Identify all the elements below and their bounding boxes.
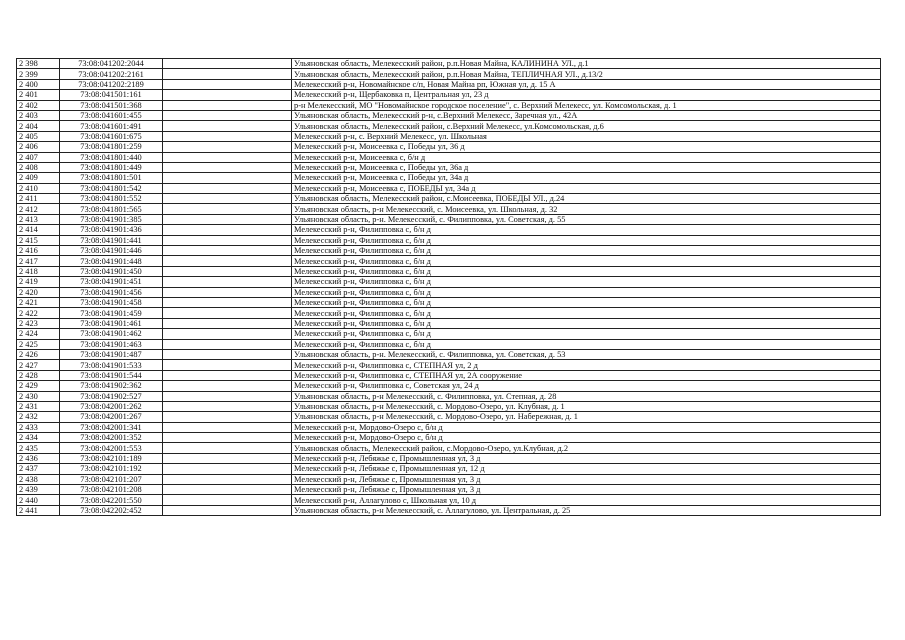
address-cell: Мелекесский р-н, Филипповка с, СТЕПНАЯ ул, 2 д (292, 360, 881, 370)
address-cell: Ульяновская область, р-н Мелекесский, с. Филипповка, ул. Степная, д. 28 (292, 391, 881, 401)
table-row (17, 256, 881, 266)
row-number-cell: 2 418 (17, 266, 60, 276)
address-cell: Мелекесский р-н, Моисеевка с, Победы ул, 36а д (292, 162, 881, 172)
row-number-cell: 2 411 (17, 194, 60, 204)
address-cell: Мелекесский р-н, Филипповка с, Советская ул, 24 д (292, 381, 881, 391)
address-cell: Мелекесский р-н, Филипповка с, б/н д (292, 256, 881, 266)
row-number-cell: 2 439 (17, 485, 60, 495)
address-cell: Мелекесский р-н, Щербаковка п, Центральная ул, 23 д (292, 90, 881, 100)
address-cell: Мелекесский р-н, Моисеевка с, б/н д (292, 152, 881, 162)
cadastral-number-cell: 73:08:041901:462 (60, 329, 163, 339)
cadastral-number-cell: 73:08:041901:456 (60, 287, 163, 297)
address-cell: Мелекесский р-н, Филипповка с, СТЕПНАЯ ул, 2А сооружение (292, 370, 881, 380)
table-row (17, 235, 881, 245)
row-number-cell: 2 423 (17, 318, 60, 328)
row-number-cell: 2 399 (17, 69, 60, 79)
row-number-cell: 2 403 (17, 110, 60, 120)
empty-cell (163, 235, 292, 245)
empty-cell (163, 69, 292, 79)
cadastral-number-cell: 73:08:042101:208 (60, 485, 163, 495)
address-cell: Мелекесский р-н, Лебяжье с, Промышленная ул, 3 д (292, 474, 881, 484)
property-registry-table (16, 58, 881, 516)
table-row (17, 401, 881, 411)
table-row (17, 422, 881, 432)
empty-cell (163, 401, 292, 411)
cadastral-number-cell: 73:08:041901:544 (60, 370, 163, 380)
cadastral-number-cell: 73:08:042201:550 (60, 495, 163, 505)
table-row (17, 474, 881, 484)
empty-cell (163, 360, 292, 370)
row-number-cell: 2 438 (17, 474, 60, 484)
empty-cell (163, 152, 292, 162)
table-row (17, 464, 881, 474)
address-cell: Ульяновская область, р-н Мелекесский, с. Мордово-Озеро, ул. Клубная, д. 1 (292, 401, 881, 411)
address-cell: Мелекесский р-н, Филипповка с, б/н д (292, 329, 881, 339)
cadastral-number-cell: 73:08:041801:542 (60, 183, 163, 193)
row-number-cell: 2 400 (17, 79, 60, 89)
table-row (17, 183, 881, 193)
empty-cell (163, 183, 292, 193)
cadastral-number-cell: 73:08:041901:446 (60, 246, 163, 256)
row-number-cell: 2 415 (17, 235, 60, 245)
address-cell: Мелекесский р-н, Лебяжье с, Промышленная ул, 12 д (292, 464, 881, 474)
empty-cell (163, 391, 292, 401)
table-row (17, 443, 881, 453)
row-number-cell: 2 406 (17, 142, 60, 152)
address-cell: Ульяновская область, Мелекесский район, с.Моисеевка, ПОБЕДЫ УЛ., д.24 (292, 194, 881, 204)
table-row (17, 90, 881, 100)
row-number-cell: 2 412 (17, 204, 60, 214)
cadastral-number-cell: 73:08:042001:352 (60, 433, 163, 443)
empty-cell (163, 443, 292, 453)
cadastral-number-cell: 73:08:042101:192 (60, 464, 163, 474)
cadastral-number-cell: 73:08:042001:341 (60, 422, 163, 432)
empty-cell (163, 121, 292, 131)
row-number-cell: 2 430 (17, 391, 60, 401)
row-number-cell: 2 398 (17, 59, 60, 69)
address-cell: Мелекесский р-н, Филипповка с, б/н д (292, 246, 881, 256)
address-cell: Мелекесский р-н, Моисеевка с, Победы ул, 36 д (292, 142, 881, 152)
table-row (17, 79, 881, 89)
table-row (17, 505, 881, 515)
empty-cell (163, 277, 292, 287)
table-row (17, 287, 881, 297)
address-cell: Мелекесский р-н, Лебяжье с, Промышленная ул, 3 д (292, 453, 881, 463)
address-cell: Ульяновская область, Мелекесский район, с.Мордово-Озеро, ул.Клубная, д.2 (292, 443, 881, 453)
row-number-cell: 2 435 (17, 443, 60, 453)
row-number-cell: 2 420 (17, 287, 60, 297)
address-cell: Ульяновская область, р-н Мелекесский, с. Мордово-Озеро, ул. Набережная, д. 1 (292, 412, 881, 422)
cadastral-number-cell: 73:08:041901:441 (60, 235, 163, 245)
row-number-cell: 2 410 (17, 183, 60, 193)
address-cell: Мелекесский р-н, Филипповка с, б/н д (292, 235, 881, 245)
empty-cell (163, 381, 292, 391)
empty-cell (163, 131, 292, 141)
cadastral-number-cell: 73:08:041801:259 (60, 142, 163, 152)
empty-cell (163, 349, 292, 359)
table-row (17, 349, 881, 359)
table-row (17, 69, 881, 79)
cadastral-number-cell: 73:08:041901:385 (60, 214, 163, 224)
cadastral-number-cell: 73:08:041901:461 (60, 318, 163, 328)
empty-cell (163, 495, 292, 505)
cadastral-number-cell: 73:08:041901:463 (60, 339, 163, 349)
address-cell: Ульяновская область, Мелекесский район, с.Верхний Мелекесс, ул.Комсомольская, д.6 (292, 121, 881, 131)
row-number-cell: 2 428 (17, 370, 60, 380)
address-cell: Мелекесский р-н, Новомайнское с/п, Новая Майна рп, Южная ул, д. 15 А (292, 79, 881, 89)
table-row (17, 329, 881, 339)
address-cell: Мелекесский р-н, Мордово-Озеро с, б/н д (292, 433, 881, 443)
address-cell: Ульяновская область, р-н Мелекесский, с. Аллагулово, ул. Центральная, д. 25 (292, 505, 881, 515)
cadastral-number-cell: 73:08:041801:565 (60, 204, 163, 214)
empty-cell (163, 173, 292, 183)
empty-cell (163, 422, 292, 432)
address-cell: Ульяновская область, Мелекесский район, р.п.Новая Майна, ТЕПЛИЧНАЯ УЛ., д.13/2 (292, 69, 881, 79)
table-row (17, 308, 881, 318)
empty-cell (163, 453, 292, 463)
row-number-cell: 2 414 (17, 225, 60, 235)
address-cell: Мелекесский р-н, Лебяжье с, Промышленная ул, 3 д (292, 485, 881, 495)
cadastral-number-cell: 73:08:041501:368 (60, 100, 163, 110)
cadastral-number-cell: 73:08:041501:161 (60, 90, 163, 100)
table-row (17, 173, 881, 183)
cadastral-number-cell: 73:08:042001:267 (60, 412, 163, 422)
registry-table-body (17, 59, 881, 516)
cadastral-number-cell: 73:08:041902:362 (60, 381, 163, 391)
address-cell: Мелекесский р-н, Филипповка с, б/н д (292, 297, 881, 307)
empty-cell (163, 433, 292, 443)
empty-cell (163, 194, 292, 204)
table-row (17, 412, 881, 422)
row-number-cell: 2 426 (17, 349, 60, 359)
empty-cell (163, 204, 292, 214)
cadastral-number-cell: 73:08:041901:448 (60, 256, 163, 266)
cadastral-number-cell: 73:08:042101:189 (60, 453, 163, 463)
row-number-cell: 2 440 (17, 495, 60, 505)
row-number-cell: 2 405 (17, 131, 60, 141)
cadastral-number-cell: 73:08:041601:675 (60, 131, 163, 141)
table-row (17, 391, 881, 401)
empty-cell (163, 162, 292, 172)
cadastral-number-cell: 73:08:041901:487 (60, 349, 163, 359)
empty-cell (163, 225, 292, 235)
table-row (17, 204, 881, 214)
cadastral-number-cell: 73:08:041801:552 (60, 194, 163, 204)
table-row (17, 59, 881, 69)
row-number-cell: 2 427 (17, 360, 60, 370)
table-row (17, 246, 881, 256)
empty-cell (163, 329, 292, 339)
table-row (17, 370, 881, 380)
row-number-cell: 2 404 (17, 121, 60, 131)
table-row (17, 194, 881, 204)
row-number-cell: 2 413 (17, 214, 60, 224)
row-number-cell: 2 424 (17, 329, 60, 339)
cadastral-number-cell: 73:08:041801:501 (60, 173, 163, 183)
address-cell: Мелекесский р-н, Филипповка с, б/н д (292, 266, 881, 276)
table-row (17, 318, 881, 328)
table-row (17, 142, 881, 152)
empty-cell (163, 79, 292, 89)
row-number-cell: 2 417 (17, 256, 60, 266)
empty-cell (163, 59, 292, 69)
table-row (17, 131, 881, 141)
address-cell: Ульяновская область, Мелекесский р-н, с.Верхний Мелекесс, Заречная ул., 42А (292, 110, 881, 120)
empty-cell (163, 339, 292, 349)
row-number-cell: 2 429 (17, 381, 60, 391)
empty-cell (163, 474, 292, 484)
cadastral-number-cell: 73:08:041901:451 (60, 277, 163, 287)
row-number-cell: 2 402 (17, 100, 60, 110)
empty-cell (163, 485, 292, 495)
table-row (17, 100, 881, 110)
cadastral-number-cell: 73:08:041801:449 (60, 162, 163, 172)
table-row (17, 495, 881, 505)
empty-cell (163, 370, 292, 380)
table-row (17, 121, 881, 131)
cadastral-number-cell: 73:08:041901:533 (60, 360, 163, 370)
table-row (17, 339, 881, 349)
table-row (17, 360, 881, 370)
cadastral-number-cell: 73:08:041801:440 (60, 152, 163, 162)
row-number-cell: 2 436 (17, 453, 60, 463)
cadastral-number-cell: 73:08:041601:491 (60, 121, 163, 131)
address-cell: Мелекесский р-н, Филипповка с, б/н д (292, 287, 881, 297)
table-row (17, 152, 881, 162)
address-cell: Мелекесский р-н, Филипповка с, б/н д (292, 339, 881, 349)
empty-cell (163, 90, 292, 100)
row-number-cell: 2 421 (17, 297, 60, 307)
address-cell: Мелекесский р-н, с. Верхний Мелекесс, ул. Школьная (292, 131, 881, 141)
empty-cell (163, 464, 292, 474)
row-number-cell: 2 419 (17, 277, 60, 287)
address-cell: Мелекесский р-н, Филипповка с, б/н д (292, 277, 881, 287)
table-row (17, 381, 881, 391)
address-cell: Мелекесский р-н, Филипповка с, б/н д (292, 308, 881, 318)
table-row (17, 277, 881, 287)
empty-cell (163, 142, 292, 152)
cadastral-number-cell: 73:08:041902:527 (60, 391, 163, 401)
empty-cell (163, 297, 292, 307)
empty-cell (163, 266, 292, 276)
cadastral-number-cell: 73:08:041901:436 (60, 225, 163, 235)
empty-cell (163, 214, 292, 224)
address-cell: Мелекесский р-н, Мордово-Озеро с, б/н д (292, 422, 881, 432)
cadastral-number-cell: 73:08:041202:2161 (60, 69, 163, 79)
empty-cell (163, 256, 292, 266)
table-row (17, 214, 881, 224)
cadastral-number-cell: 73:08:041601:455 (60, 110, 163, 120)
row-number-cell: 2 432 (17, 412, 60, 422)
table-row (17, 225, 881, 235)
table-row (17, 433, 881, 443)
table-row (17, 266, 881, 276)
cadastral-number-cell: 73:08:041901:458 (60, 297, 163, 307)
empty-cell (163, 110, 292, 120)
address-cell: Мелекесский р-н, Моисеевка с, ПОБЕДЫ ул, 34а д (292, 183, 881, 193)
address-cell: Ульяновская область, р-н. Мелекесский, с. Филипповка, ул. Советская, д. 55 (292, 214, 881, 224)
address-cell: Ульяновская область, р-н Мелекесский, с. Моисеевка, ул. Школьная, д. 32 (292, 204, 881, 214)
cadastral-number-cell: 73:08:042001:553 (60, 443, 163, 453)
cadastral-number-cell: 73:08:042001:262 (60, 401, 163, 411)
row-number-cell: 2 434 (17, 433, 60, 443)
address-cell: Мелекесский р-н, Филипповка с, б/н д (292, 318, 881, 328)
row-number-cell: 2 407 (17, 152, 60, 162)
empty-cell (163, 100, 292, 110)
row-number-cell: 2 425 (17, 339, 60, 349)
cadastral-number-cell: 73:08:042202:452 (60, 505, 163, 515)
cadastral-number-cell: 73:08:041901:459 (60, 308, 163, 318)
cadastral-number-cell: 73:08:041202:2044 (60, 59, 163, 69)
table-row (17, 453, 881, 463)
empty-cell (163, 287, 292, 297)
empty-cell (163, 505, 292, 515)
row-number-cell: 2 433 (17, 422, 60, 432)
empty-cell (163, 246, 292, 256)
address-cell: Мелекесский р-н, Моисеевка с, Победы ул, 34а д (292, 173, 881, 183)
table-row (17, 110, 881, 120)
empty-cell (163, 318, 292, 328)
row-number-cell: 2 416 (17, 246, 60, 256)
address-cell: р-н Мелекесский, МО "Новомайнское городское поселение", с. Верхний Мелекесс, ул. Комсомольская, д. 1 (292, 100, 881, 110)
address-cell: Мелекесский р-н, Филипповка с, б/н д (292, 225, 881, 235)
row-number-cell: 2 409 (17, 173, 60, 183)
address-cell: Мелекесский р-н, Аллагулово с, Школьная ул, 10 д (292, 495, 881, 505)
address-cell: Ульяновская область, р-н. Мелекесский, с. Филипповка, ул. Советская, д. 53 (292, 349, 881, 359)
address-cell: Ульяновская область, Мелекесский район, р.п.Новая Майна, КАЛИНИНА УЛ., д.1 (292, 59, 881, 69)
empty-cell (163, 308, 292, 318)
row-number-cell: 2 437 (17, 464, 60, 474)
row-number-cell: 2 422 (17, 308, 60, 318)
cadastral-number-cell: 73:08:041202:2189 (60, 79, 163, 89)
table-row (17, 485, 881, 495)
empty-cell (163, 412, 292, 422)
row-number-cell: 2 441 (17, 505, 60, 515)
row-number-cell: 2 431 (17, 401, 60, 411)
table-row (17, 162, 881, 172)
table-row (17, 297, 881, 307)
cadastral-number-cell: 73:08:042101:207 (60, 474, 163, 484)
row-number-cell: 2 401 (17, 90, 60, 100)
cadastral-number-cell: 73:08:041901:450 (60, 266, 163, 276)
row-number-cell: 2 408 (17, 162, 60, 172)
